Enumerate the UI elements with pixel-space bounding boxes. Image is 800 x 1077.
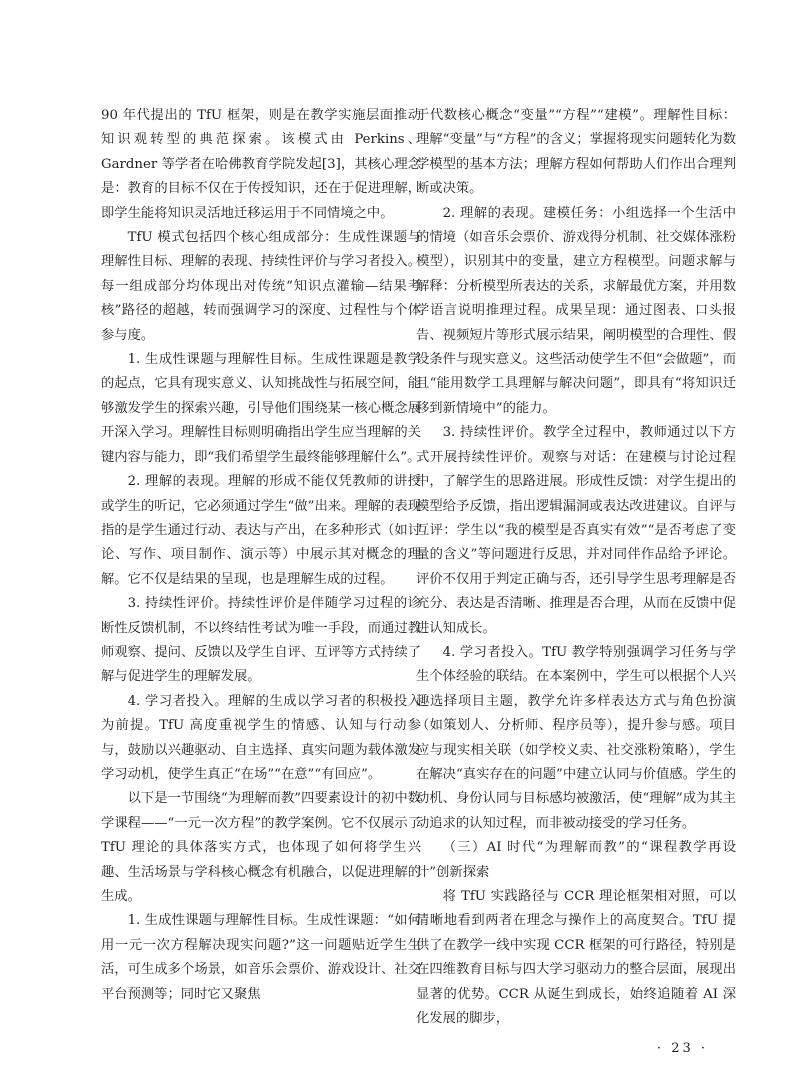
paragraph-left-2: TfU 模式包括四个核心组成部分：生成性课题与理解性目标、理解的表现、持续性评价与学习者投入。每一组成部分均体现出对传统“知识点灌输—结果考核”路径的超越，转而强调学习的深度、过程性与个体参与度。 <box>101 230 421 343</box>
page-number: · 23 · <box>656 1041 708 1056</box>
right-column <box>416 104 736 1031</box>
paragraph-right-2: 2. 理解的表现。建模任务：小组选择一个生活中的情境（如音乐会票价、游戏得分机制、社交媒体涨粉模型），识别其中的变量，建立方程模型。问题求解与解释：分析模型所表达的关系，求解最优方案，并用数学语言说明推理过程。成果呈现：通过图表、口头报告、视频短片等形式展示结果，阐明模型的合理性、假设条件与现实意义。这些活动使学生不但“会做题”，而且“能用数学工具理解与解决问题”，即具有“将知识迁移到新情境中”的能力。 <box>416 205 736 416</box>
left-column <box>101 104 421 1007</box>
paragraph-left-6: 4. 学习者投入。理解的生成以学习者的积极投入为前提。TfU 高度重视学生的情感、认知与行动参与，鼓励以兴趣驱动、自主选择、真实问题为载体激发学习动机，使学生真正“在场”“在意”“有回应”。 <box>101 693 421 782</box>
paragraph-left-3: 1. 生成性课题与理解性目标。生成性课题是教学的起点，它具有现实意义、认知挑战性与拓展空间，能够激发学生的探索兴趣，引导他们围绕某一核心概念展开深入学习。理解性目标则明确指出学生应当理解的关键内容与能力，即“我们希望学生最终能够理解什么”。 <box>101 352 421 465</box>
paragraph-left-7: 以下是一节围绕“为理解而教”四要素设计的初中数学课程——“一元一次方程”的教学案例。它不仅展示了 TfU 理论的具体落实方式，也体现了如何将学生兴趣、生活场景与学科核心概念有机融合，以促进理解的生成。 <box>101 791 421 904</box>
paragraph-right-5: 将 TfU 实践路径与 CCR 理论框架相对照，可以清晰地看到两者在理念与操作上的高度契合。TfU 提供了在教学一线中实现 CCR 框架的可行路径，特别是在四维教育目标与四大学习驱动力的整合层面，展现出显著的优势。CCR 从诞生到成长，始终追随着 AI 深化发展的脚步， <box>416 889 736 1027</box>
paragraph-left-8: 1. 生成性课题与理解性目标。生成性课题：“如何用一元一次方程解决现实问题?”这一问题贴近学生生活，可生成多个场景，如音乐会票价、游戏设计、社交平台预测等；同时它又聚焦 <box>101 913 421 1002</box>
paragraph-left-5: 3. 持续性评价。持续性评价是伴随学习过程的诊断性反馈机制，不以终结性考试为唯一手段，而通过教师观察、提问、反馈以及学生自评、互评等方式持续了解与促进学生的理解发展。 <box>101 596 421 685</box>
page-number-value: 23 <box>671 1041 694 1056</box>
paragraph-right-4: 4. 学习者投入。TfU 教学特别强调学习任务与学生个体经验的联结。在本案例中，学生可以根据个人兴趣选择项目主题，教学允许多样表达方式与角色扮演（如策划人、分析师、程序员等），提升参与感。项目应与现实相关联（如学校义卖、社交涨粉策略），学生在解决“真实存在的问题”中建立认同与价值感。学生的动机、身份认同与目标感均被激活，使“理解”成为其主动追求的认知过程，而非被动接受的学习任务。 <box>416 644 736 831</box>
paragraph-right-3: 3. 持续性评价。教学全过程中，教师通过以下方式开展持续性评价。观察与对话：在建模与讨论过程中，了解学生的思路进展。形成性反馈：对学生提出的模型给予反馈，指出逻辑漏洞或表达改进建议。自评与互评：学生以“我的模型是否真实有效”“是否考虑了变量的含义”等问题进行反思，并对同伴作品给予评论。评价不仅用于判定正确与否，还引导学生思考理解是否充分、表达是否清晰、推理是否合理，从而在反馈中促进认知成长。 <box>416 425 736 636</box>
paragraph-left-1: 90 年代提出的 TfU 框架，则是在教学实施层面推动知识观转型的典范探索。该模式由 Perkins、Gardner 等学者在哈佛教育学院发起[3]，其核心理念是：教育的目标不仅在于传授知识，还在于促进理解，即学生能将知识灵活地迁移运用于不同情境之中。 <box>101 108 421 221</box>
section-heading: （三）AI 时代“为理解而教”的“课程教学再设计”创新探索 <box>416 840 736 880</box>
paragraph-left-4: 2. 理解的表现。理解的形成不能仅凭教师的讲授或学生的听记，它必须通过学生“做”出来。理解的表现指的是学生通过行动、表达与产出，在多种形式（如讨论、写作、项目制作、演示等）中展示其对概念的理解。它不仅是结果的呈现，也是理解生成的过程。 <box>101 474 421 587</box>
paragraph-right-1: 于代数核心概念“变量”“方程”“建模”。理解性目标：理解“变量”与“方程”的含义；掌握将现实问题转化为数学模型的基本方法；理解方程如何帮助人们作出合理判断或决策。 <box>416 108 736 197</box>
